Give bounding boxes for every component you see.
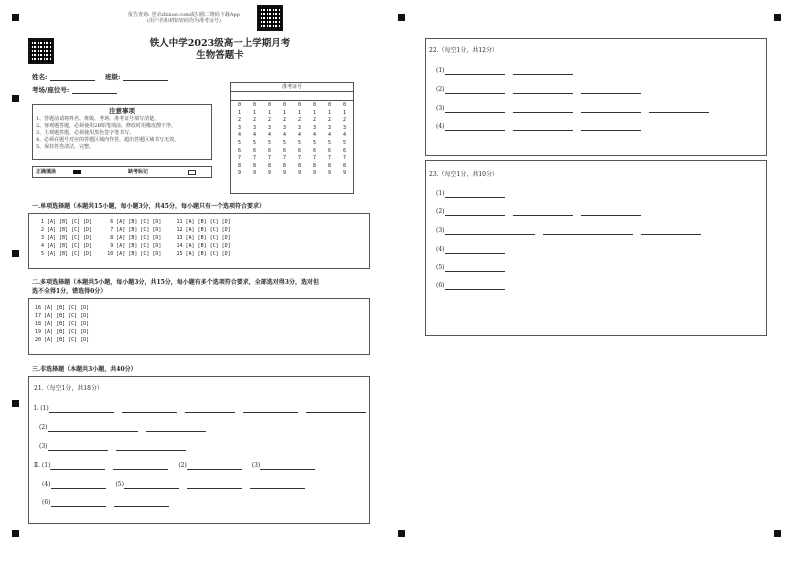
absent-mark-label: 缺考标记 [128, 169, 149, 175]
blank-number: (6) [436, 282, 445, 289]
q23-row5 [436, 264, 513, 272]
mc-row[interactable]: 16 [A] [B] [C] [D] [35, 305, 90, 311]
q21-part1-row3 [39, 443, 194, 451]
q21-part2-row3 [42, 499, 177, 507]
blank-number: (6) [42, 499, 51, 506]
blank-number: (3) [436, 227, 445, 234]
digit-column[interactable]: 0 1 2 3 4 5 6 7 8 9 [282, 102, 286, 177]
section2-title-line-1: 二.多项选择题（本题共5小题，每小题3分，共15分，每小题有多个选项符合要求，全部选对得3分，选对但 [32, 279, 319, 286]
mc-row[interactable]: 3 [A] [B] [C] [D] 8 [A] [B] [C] [D] 13 [A] [B] [C] [D] [35, 235, 231, 241]
answer-blank[interactable] [445, 265, 505, 272]
blank-number: (4) [42, 481, 51, 488]
report-note [114, 12, 254, 24]
answer-blank[interactable] [51, 500, 106, 507]
alignment-mark [774, 530, 781, 537]
mc-row[interactable]: 5 [A] [B] [C] [D] 10 [A] [B] [C] [D] 15 [A] [B] [C] [D] [35, 251, 231, 257]
digit-column[interactable]: 0 1 2 3 4 5 6 7 8 9 [297, 102, 301, 177]
mc-row[interactable]: 1 [A] [B] [C] [D] 6 [A] [B] [C] [D] 11 [A] [B] [C] [D] [35, 219, 231, 225]
note-item: 5、保持答卷清洁、完整。 [36, 144, 95, 150]
q22-answer-box [425, 38, 767, 156]
answer-blank[interactable] [187, 482, 242, 489]
q23-row1 [436, 190, 513, 198]
answer-blank[interactable] [513, 124, 573, 131]
blank-number: (1) [41, 462, 51, 469]
answer-blank[interactable] [114, 500, 169, 507]
q21-answer-box [28, 376, 370, 524]
q22-header: 22.（每空1分，共12分） [429, 47, 498, 54]
answer-blank[interactable] [51, 482, 106, 489]
mc-row[interactable]: 20 [A] [B] [C] [D] [35, 337, 90, 343]
blank-number: (1) [436, 190, 445, 197]
part1-label: Ⅰ. [34, 405, 39, 412]
alignment-mark [12, 14, 19, 21]
blank-number: (2) [436, 86, 445, 93]
digit-column[interactable]: 0 1 2 3 4 5 6 7 8 9 [237, 102, 241, 177]
section1-answer-box [28, 213, 370, 269]
exam-id-bubbles[interactable] [231, 102, 353, 192]
answer-blank[interactable] [445, 124, 505, 131]
timing-mark [12, 400, 19, 407]
section2-answer-box [28, 298, 370, 355]
name-field[interactable] [50, 74, 95, 81]
blank-number: (1) [436, 67, 445, 74]
answer-blank[interactable] [513, 209, 573, 216]
q23-header: 23.（每空1分，共10分） [429, 171, 498, 178]
notes-list [33, 115, 211, 152]
fill-example-box [32, 166, 212, 178]
student-info-row [32, 73, 176, 81]
mc-row[interactable]: 4 [A] [B] [C] [D] 9 [A] [B] [C] [D] 14 [A] [B] [C] [D] [35, 243, 231, 249]
note-item: 1、答题前请将姓名、班级、考场、准考证号填写清楚。 [36, 116, 160, 122]
part2-label: Ⅱ. [34, 462, 40, 469]
exam-id-title: 准考证号 [231, 83, 353, 92]
exam-room-label: 考场/座位号: [32, 86, 70, 94]
blank-number: (1) [40, 405, 49, 412]
answer-blank[interactable] [581, 87, 641, 94]
answer-blank[interactable] [48, 425, 138, 432]
qr-code [28, 38, 54, 64]
q22-row4 [436, 123, 649, 131]
note-item: 4、必须在题号对应的答题区域内作答，超出答题区域书写无效。 [36, 137, 180, 143]
q23-row6 [436, 282, 513, 290]
exam-id-box [230, 82, 354, 194]
answer-blank[interactable] [113, 463, 168, 470]
answer-blank[interactable] [50, 463, 105, 470]
q22-row1 [436, 67, 581, 75]
digit-column[interactable]: 0 1 2 3 4 5 6 7 8 9 [327, 102, 331, 177]
page-title [130, 38, 310, 62]
answer-blank[interactable] [581, 209, 641, 216]
answer-blank[interactable] [445, 87, 505, 94]
section2-bubbles[interactable] [29, 299, 369, 349]
answer-blank[interactable] [513, 106, 573, 113]
answer-blank[interactable] [543, 228, 633, 235]
blank-number: (3) [251, 462, 261, 469]
qr-code [257, 5, 283, 31]
exam-room-row [32, 86, 125, 94]
blank-number: (4) [436, 246, 445, 253]
notes-box [32, 104, 212, 160]
q22-row3 [436, 105, 717, 113]
mc-row[interactable]: 2 [A] [B] [C] [D] 7 [A] [B] [C] [D] 12 [A] [B] [C] [D] [35, 227, 231, 233]
answer-blank[interactable] [445, 68, 505, 75]
filled-bubble-icon [73, 170, 81, 174]
answer-blank[interactable] [187, 463, 242, 470]
answer-blank[interactable] [445, 228, 535, 235]
q21-header: 21.（每空1分，共18分） [34, 385, 103, 392]
blank-number: (4) [436, 123, 445, 130]
answer-blank[interactable] [581, 124, 641, 131]
q23-row3 [436, 227, 709, 235]
blank-number: (3) [436, 105, 445, 112]
report-line-1: 报告查询: 登录zhixue.com或扫描二维码下载App [128, 12, 240, 18]
name-label: 姓名: [32, 73, 48, 81]
mc-row[interactable]: 19 [A] [B] [C] [D] [35, 329, 90, 335]
answer-blank[interactable] [49, 406, 114, 413]
answer-blank[interactable] [445, 106, 505, 113]
answer-blank[interactable] [641, 228, 701, 235]
answer-blank[interactable] [513, 68, 573, 75]
digit-column[interactable]: 0 1 2 3 4 5 6 7 8 9 [252, 102, 256, 177]
timing-mark [12, 250, 19, 257]
digit-column[interactable]: 0 1 2 3 4 5 6 7 8 9 [312, 102, 316, 177]
mc-row[interactable]: 17 [A] [B] [C] [D] [35, 313, 90, 319]
blank-number: (3) [39, 443, 48, 450]
note-item: 2、客观题答题，必须使用2B铅笔填涂，修改时用橡皮擦干净。 [36, 123, 177, 129]
answer-blank[interactable] [122, 406, 177, 413]
blank-number: (2) [39, 424, 48, 431]
section2-title [32, 278, 372, 296]
timing-mark [398, 530, 405, 537]
timing-mark [12, 95, 19, 102]
q22-row2 [436, 86, 649, 94]
q21-part2-row2 [42, 481, 313, 489]
alignment-mark [12, 530, 19, 537]
mc-row[interactable]: 18 [A] [B] [C] [D] [35, 321, 90, 327]
answer-blank[interactable] [306, 406, 366, 413]
q23-row4 [436, 246, 513, 254]
answer-blank[interactable] [116, 444, 186, 451]
alignment-mark [774, 14, 781, 21]
exam-room-field[interactable] [72, 87, 117, 94]
section1-bubbles[interactable] [29, 214, 369, 262]
blank-number: (2) [436, 208, 445, 215]
answer-blank[interactable] [649, 106, 709, 113]
digit-column[interactable]: 0 1 2 3 4 5 6 7 8 9 [267, 102, 271, 177]
answer-blank[interactable] [260, 463, 315, 470]
answer-blank[interactable] [146, 425, 206, 432]
note-item: 3、主观题答题，必须使用黑色签字笔书写。 [36, 130, 135, 136]
blank-number: (5) [436, 264, 445, 271]
q21-part1-row2 [39, 424, 214, 432]
answer-blank[interactable] [445, 191, 505, 198]
q21-part1-row1 [34, 405, 374, 413]
answer-blank[interactable] [48, 444, 108, 451]
q23-answer-box [425, 160, 767, 336]
answer-blank[interactable] [185, 406, 235, 413]
answer-blank[interactable] [581, 106, 641, 113]
section1-title: 一.单项选择题（本题共15小题，每小题3分，共45分，每小题只有一个选项符合要求） [32, 203, 265, 210]
class-label: 班级: [104, 73, 121, 81]
answer-blank[interactable] [513, 87, 573, 94]
digit-column[interactable]: 0 1 2 3 4 5 6 7 8 9 [342, 102, 346, 177]
answer-blank[interactable] [445, 283, 505, 290]
report-line-2: (用户名和初始密码均为准考证号) [147, 18, 221, 24]
title-line-2: 生物答题卡 [196, 50, 244, 61]
class-field[interactable] [123, 74, 168, 81]
answer-blank[interactable] [243, 406, 298, 413]
title-line-1: 铁人中学2023级高一上学期月考 [149, 38, 291, 49]
section3-title: 三.非选择题（本题共3小题，共40分） [32, 366, 137, 373]
timing-mark [398, 14, 405, 21]
answer-blank[interactable] [445, 209, 505, 216]
answer-blank[interactable] [445, 247, 505, 254]
answer-blank[interactable] [124, 482, 179, 489]
blank-number: (5) [115, 481, 124, 488]
answer-blank[interactable] [250, 482, 305, 489]
absent-bubble-icon[interactable] [188, 170, 196, 175]
q21-part2-row1 [34, 462, 323, 470]
correct-fill-label: 正确填涂 [36, 169, 57, 175]
blank-number: (2) [178, 462, 187, 469]
notes-title: 注意事项 [109, 107, 135, 115]
q23-row2 [436, 208, 649, 216]
section2-title-line-2: 选不全得1分，错选得0分） [32, 288, 107, 295]
exam-id-write-row[interactable] [231, 92, 353, 101]
